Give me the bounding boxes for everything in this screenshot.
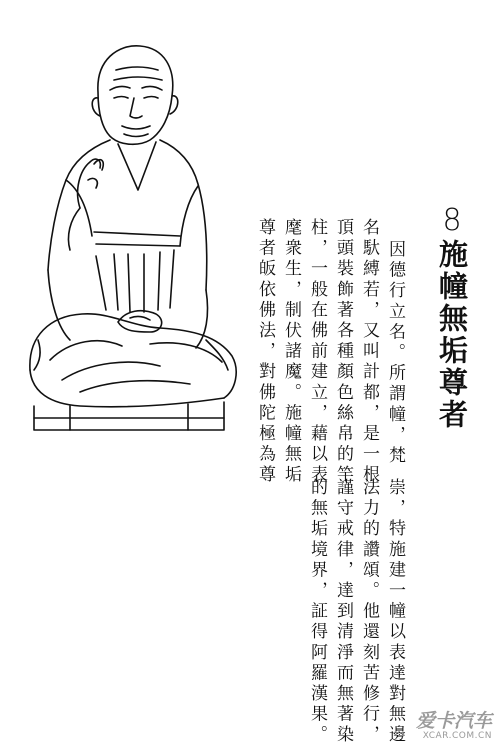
text-column: 崇，特施建一幢以表達對無邊: [385, 478, 405, 746]
text-column: 謹守戒律，達到清淨而無著染: [333, 478, 353, 746]
watermark-url: XCAR.COM.CN: [422, 731, 492, 741]
title-number: 8: [442, 203, 462, 238]
watermark-logo: 爱卡汽车: [415, 710, 492, 732]
raised-hand: [68, 159, 103, 250]
text-column: 麾衆生，制伏諸魔。施幢無垢: [281, 218, 301, 486]
title-block: [432, 205, 472, 431]
robe: [48, 140, 208, 348]
text-column: 法力的讚頌。他還刻苦修行，: [359, 478, 379, 746]
page-title: 施幢無垢尊者: [435, 239, 469, 431]
text-column: 頂頭裝飾著各種顏色絲帛的竿: [333, 218, 353, 486]
text-column: 的無垢境界，証得阿羅漢果。: [307, 478, 327, 746]
text-column: 因德行立名。所謂幢，梵: [385, 240, 405, 467]
head: [92, 46, 178, 144]
watermark: [416, 711, 492, 741]
text-column: 尊者皈依佛法，對佛陀極為尊: [255, 218, 275, 486]
text-column: 柱，一般在佛前建立，藉以表: [307, 218, 327, 486]
text-column: 名馱縛若，又叫計都，是一根: [359, 218, 379, 486]
arhat-illustration: [10, 40, 242, 440]
